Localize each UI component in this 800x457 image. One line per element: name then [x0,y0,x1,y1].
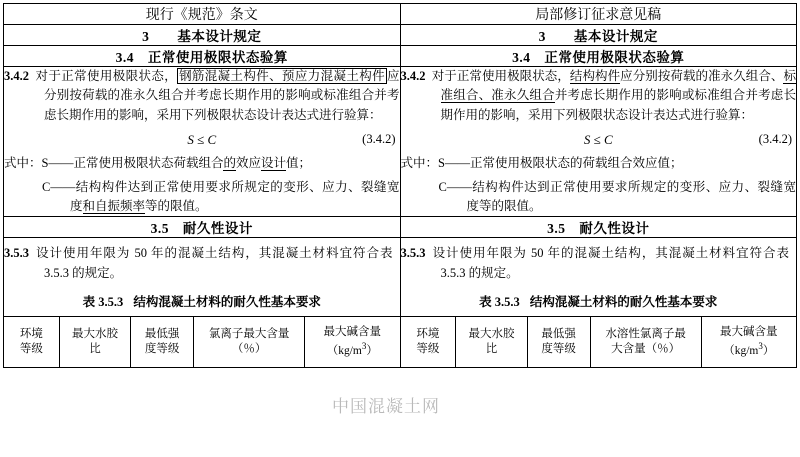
clause-353-left [4,238,401,368]
clause-342-left-text-a: 对于正常使用极限状态， [35,69,178,83]
chapter-title-right: 3 基本设计规定 [400,25,797,46]
clause-342-right-formula-line [401,130,797,150]
clause-342-right-where1: 式中：S——正常使用极限状态的荷载组合效应值； [400,156,683,171]
clause-342-right [400,67,797,217]
clause-342-right-u1: 结构构件 [569,69,621,83]
clause-342-number-left: 3.4.2 [4,69,29,83]
clause-342-left-where1-b: 效应 [235,156,261,171]
table-353-right-header-1: 最大水胶 比 [456,317,527,368]
clause-342-right-eqno: (3.4.2) [758,132,792,147]
clause-342-left-text-b: 应分别按荷载的准永久组合并考虑长期作用的影响或标准组合并考虑长期作用的影响，采用下列极限状态设计表达式进行验算： [44,69,400,122]
comparison-table [3,3,797,368]
clause-353-row [4,238,797,368]
clause-342-right-text-b: 应分别按荷载的准永久组合、 [620,69,784,83]
clause-342-row [4,67,797,217]
table-353-left-header-0: 环境 等级 [4,317,59,368]
clause-342-left-formula: S ≤ C [187,132,217,148]
clause-342-left-where2-a: C——结构构件达到正常使用要求所规定的变形、应力、裂缝宽度 [42,179,400,214]
clause-353-right-text: 设计使用年限为 50 年的混凝土结构，其混凝土材料宜符合表 3.5.3 的规定。 [432,246,789,280]
clause-353-right-para [401,238,797,285]
clause-342-right-u2: 标准组合、准永久组合 [440,69,796,103]
table-353-caption-right: 结构混凝土材料的耐久性基本要求 [529,295,718,310]
section-35-title-right: 3.5 耐久性设计 [400,217,797,238]
section-34-title-left: 3.4 正常使用极限状态验算 [4,46,401,67]
clause-342-left-para [4,67,400,125]
clause-342-right-text-a: 对于正常使用极限状态， [431,69,570,83]
table-353-right-header-3: 水溶性氯离子最 大含量（％） [590,317,701,368]
table-353-title-right [401,285,797,316]
clause-353-left-para [4,238,400,285]
clause-342-right-formula: S ≤ C [583,132,613,148]
table-353-right-header-4: 最大碱含量 $(kg/m^3)$ [701,317,796,368]
watermark: 中国混凝土网 [332,397,440,416]
table-353-left [4,316,400,367]
table-353-title-left [4,285,400,316]
clause-342-number-right: 3.4.2 [400,69,426,83]
clause-353-number-left: 3.5.3 [4,246,29,261]
table-353-left-header-3: 氯离子最大含量 （％） [194,317,305,368]
table-353-left-header-2: 最低强 度等级 [131,317,194,368]
section-34-title-right: 3.4 正常使用极限状态验算 [400,46,797,67]
table-row [4,317,400,368]
table-353-caption-left: 结构混凝土材料的耐久性基本要求 [133,295,321,310]
clause-342-left-formula-line [4,130,400,150]
chapter-title-left: 3 基本设计规定 [4,25,401,46]
table-353-right [401,316,797,367]
clause-342-left-where1-u1: 的 [223,156,236,171]
clause-342-left-boxed: 钢筋混凝土构件、预应力混凝土构件 [179,69,385,83]
table-header-row [4,4,797,25]
chapter-row [4,25,797,46]
clause-342-left-where2-u: 和自振频率 [82,199,146,214]
clause-342-right-where2: C——结构构件达到正常使用要求所规定的变形、应力、裂缝宽度等的限值。 [438,179,796,214]
section-35-title-left: 3.5 耐久性设计 [4,217,401,238]
table-353-left-header-4: 最大碱含量 $(kg/m^3)$ [305,317,400,368]
table-353-right-header-2: 最低强 度等级 [527,317,590,368]
table-353-right-header-0: 环境 等级 [401,317,456,368]
clause-342-left-eqno: (3.4.2) [362,132,396,147]
clause-342-right-para [401,67,797,125]
clause-342-left-where2 [4,178,400,217]
table-353-left-header-1: 最大水胶 比 [59,317,130,368]
clause-342-left-where1 [4,154,400,173]
clause-342-right-text-c: 并考虑长期作用的影响或标准组合并考虑长期作用的影响，采用下列极限状态设计表达式进行验算： [440,88,796,122]
clause-353-number-right: 3.5.3 [400,246,426,261]
clause-342-left-where2-b: 等的限值。 [145,199,208,214]
clause-342-left-where1-c: 值； [286,156,312,171]
clause-353-right [400,238,797,368]
header-cell-left: 现行《规范》条文 [4,4,401,25]
clause-342-left [4,67,401,217]
table-353-number-right: 表 3.5.3 [479,295,520,310]
section-34-row [4,46,797,67]
section-35-row [4,217,797,238]
clause-353-left-text: 设计使用年限为 50 年的混凝土结构，其混凝土材料宜符合表 3.5.3 的规定。 [36,246,393,280]
table-row [401,317,797,368]
clause-342-left-where1-a: 式中：S——正常使用极限状态荷载组合 [4,156,224,171]
table-353-number-left: 表 3.5.3 [82,295,124,310]
clause-342-left-where1-u2: 设计 [260,156,286,171]
header-cell-right: 局部修订征求意见稿 [400,4,797,25]
